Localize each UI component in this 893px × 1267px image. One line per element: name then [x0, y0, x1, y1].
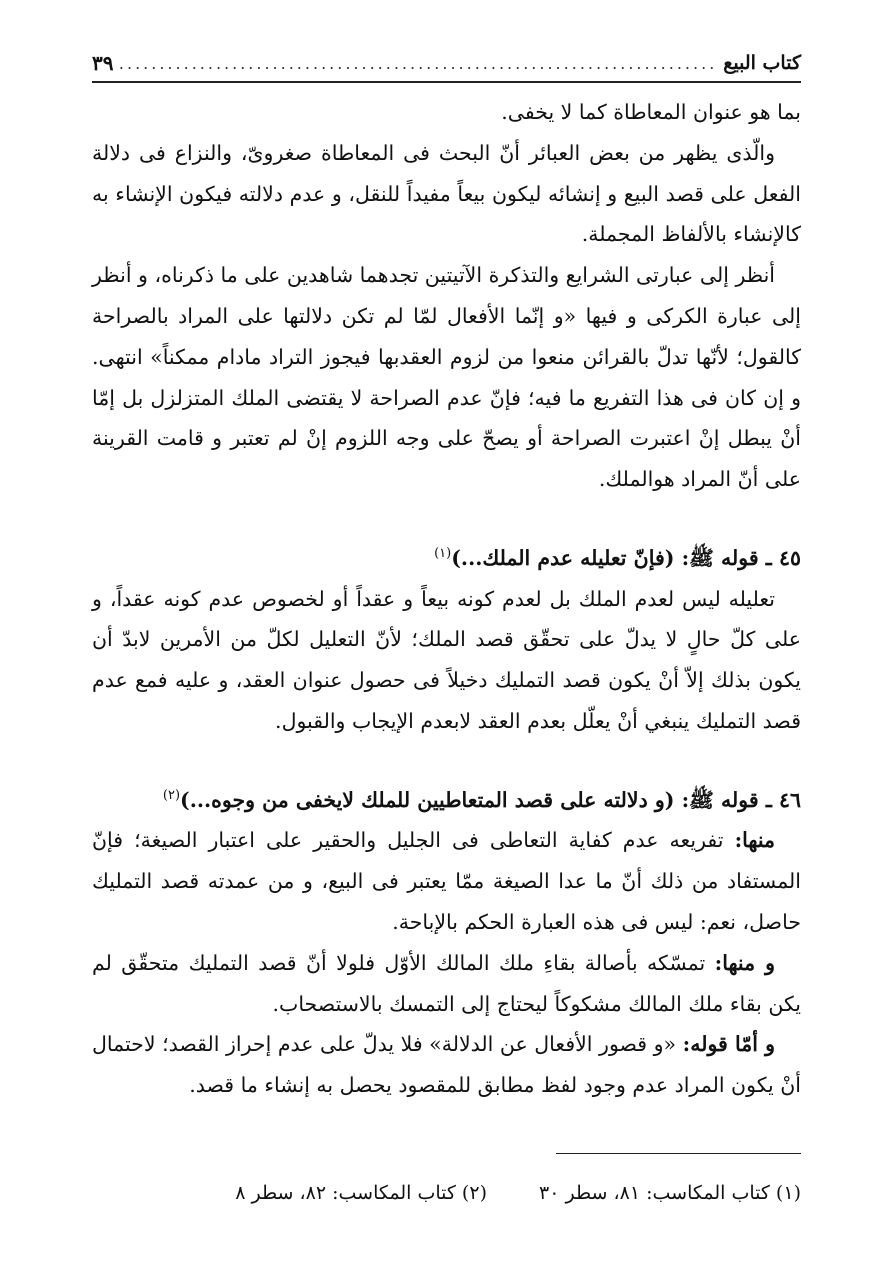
paragraph-2: والّذى يظهر من بعض العبائر أنّ البحث فى المعاطاة صغروىّ، والنزاع فى دلالة الفعل على قصد البيع و إنشائه ليكون بيعاً مفيداً للنقل، و عدم دلالته فيكون الإنشاء به كالإنشاء بالألفاظ المجملة. — [92, 140, 801, 247]
paragraph-7-text: «و قصور الأفعال عن الدلالة» فلا يدلّ على عدم إحراز القصد؛ لاحتمال أنْ يكون المراد عدم وجود لفظ مطابق للمقصود يحصل به إنشاء ما قصد. — [92, 1032, 801, 1098]
page-number: ٣٩ — [92, 51, 114, 75]
paragraph-5-lead: منها: — [734, 828, 775, 853]
paragraph-7-lead: و أمّا قوله: — [682, 1032, 776, 1057]
footnote-2: (٢) كتاب المكاسب: ٨٢، سطر ٨ — [235, 1182, 487, 1204]
heading-45-text: ٤٥ ـ قوله ﷺ: (فإنّ تعليله عدم الملك...) — [451, 545, 801, 570]
leader-dots — [119, 54, 717, 73]
main-text — [92, 92, 801, 1106]
paragraph-1: بما هو عنوان المعاطاة كما لا يخفى. — [501, 100, 801, 124]
section-heading-46 — [92, 776, 801, 821]
footnotes — [92, 1182, 801, 1204]
running-head — [92, 45, 801, 83]
paragraph-6 — [92, 943, 801, 1025]
paragraph-6-text: تمسّكه بأصالة بقاءِ ملك المالك الأوّل فلولا أنّ قصد التمليك متحقّق لم يكن بقاء ملك المالك مشكوكاً ليحتاج إلى التمسك بالاستصحاب. — [92, 950, 801, 1016]
footnote-divider — [556, 1153, 801, 1154]
paragraph-5-text: تفريعه عدم كفاية التعاطى فى الجليل والحقير على اعتبار الصيغة؛ فإنّ المستفاد من ذلك أنّ ما عدا الصيغة ممّا يعتبر فى البيع، و من عمدته قصد التمليك حاصل، نعم: ليس فى هذه العبارة الحكم بالإباحة. — [92, 828, 801, 934]
running-head-title: كتاب البيع — [723, 52, 801, 74]
footnote-ref-1: (١) — [434, 545, 452, 561]
heading-46-text: ٤٦ ـ قوله ﷺ: (و دلالته على قصد المتعاطيين للملك لايخفى من وجوه...) — [180, 787, 801, 812]
paragraph-5 — [92, 820, 801, 942]
footnote-ref-2: (٢) — [162, 787, 181, 803]
paragraph-7 — [92, 1024, 801, 1106]
paragraph-3: أنظر إلى عبارتى الشرايع والتذكرة الآتيتين تجدهما شاهدين على ما ذكرناه، و أنظر إلى عبارة الكركى و فيها «و إنّما الأفعال لمّا لم تكن دلالتها على المراد بالصراحة كالقول؛ لأنّها تدلّ بالقرائن منعوا من لزوم العقدبها فيجوز التراد مادام ممكناً» انتهى. و إن كان فى هذا التفريع ما فيه؛ فإنّ عدم الصراحة لا يقتضى الملك المتزلزل بل إمّا أنْ يبطل إنْ اعتبرت الصراحة أو يصحّ على وجه اللزوم إنْ لم تعتبر و قامت القرينة على أنّ المراد هوالملك. — [92, 263, 801, 492]
paragraph-4: تعليله ليس لعدم الملك بل لعدم كونه بيعاً و عقداً أو لخصوص عدم كونه عقداً، و على كلّ حالٍ لا يدلّ على تحقّق قصد الملك؛ لأنّ التعليل لكلّ من الأمرين لابدّ أن يكون بذلك إلاّ أنْ يكون قصد التمليك دخيلاً فى حصول عنوان العقد، و عليه فمع عدم قصد التمليك ينبغي أنْ يعلّل بعدم العقد لابعدم الإيجاب والقبول. — [92, 586, 801, 733]
section-heading-45 — [92, 534, 801, 579]
footnote-1: (١) كتاب المكاسب: ٨١، سطر ٣٠ — [539, 1182, 801, 1204]
paragraph-6-lead: و منها: — [714, 950, 776, 975]
